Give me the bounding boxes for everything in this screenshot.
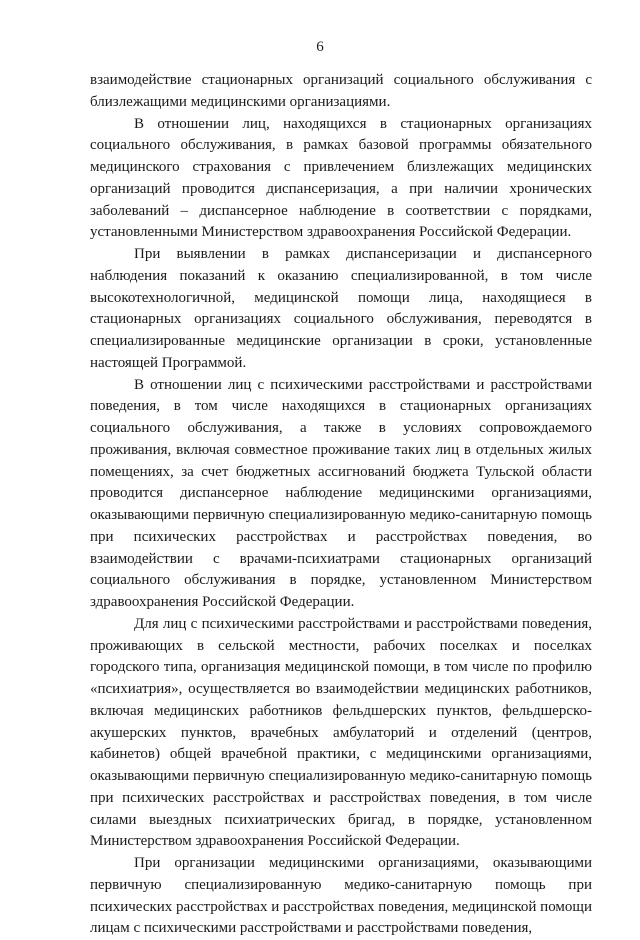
paragraph: Для лиц с психическими расстройствами и расстройствами поведения, проживающих в сельской местности, рабочих поселках и поселках городского типа, организация медицинской помощи, в том числе по профилю «психиатрия», осуществляется во взаимодействии медицинских работников, включая медицинских работников фельдшерских пунктов, фельдшерско-акушерских пунктов, врачебных амбулаторий и отделений (центров, кабинетов) общей врачебной практики, с медицинскими организациями, оказывающими первичную специализированную медико-санитарную помощь при психических расстройствах и расстройствах поведения, в том числе силами выездных психиатрических бригад, в порядке, установленном Министерством здравоохранения Российской Федерации. [90, 615, 592, 850]
paragraph: При выявлении в рамках диспансеризации и диспансерного наблюдения показаний к оказанию специализированной, в том числе высокотехнологичной, медицинской помощи лица, находящиеся в стационарных организациях социального обслуживания, переводятся в специализированные медицинские организации в сроки, установленные настоящей Программой. [90, 246, 592, 371]
paragraph: взаимодействие стационарных организаций социального обслуживания с близлежащими медицинскими организациями. [90, 72, 592, 110]
paragraph: В отношении лиц, находящихся в стационарных организациях социального обслуживания, в рамках базовой программы обязательного медицинского страхования с привлечением близлежащих медицинских организаций проводится диспансеризация, а при наличии хронических заболеваний – диспансерное наблюдение в соответствии с порядками, установленными Министерством здравоохранения Российской Федерации. [90, 115, 592, 241]
paragraph: В отношении лиц с психическими расстройствами и расстройствами поведения, в том числе находящихся в стационарных организациях социального обслуживания, а также в условиях сопровождаемого проживания, включая совместное проживание таких лиц в отдельных жилых помещениях, за счет бюджетных ассигнований бюджета Тульской области проводится диспансерное наблюдение медицинскими организациями, оказывающими первичную специализированную медико-санитарную помощь при психических расстройствах и расстройствах поведения, во взаимодействии с врачами-психиатрами стационарных организаций социального обслуживания в порядке, установленном Министерством здравоохранения Российской Федерации. [90, 376, 592, 610]
page-number: 6 [316, 39, 324, 55]
document-body [90, 70, 592, 940]
paragraph: При организации медицинскими организациями, оказывающими первичную специализированную медико-санитарную помощь при психических расстройствах и расстройствах поведения, медицинской помощи лицам с психическими расстройствами и расстройствами поведения, [90, 855, 592, 937]
